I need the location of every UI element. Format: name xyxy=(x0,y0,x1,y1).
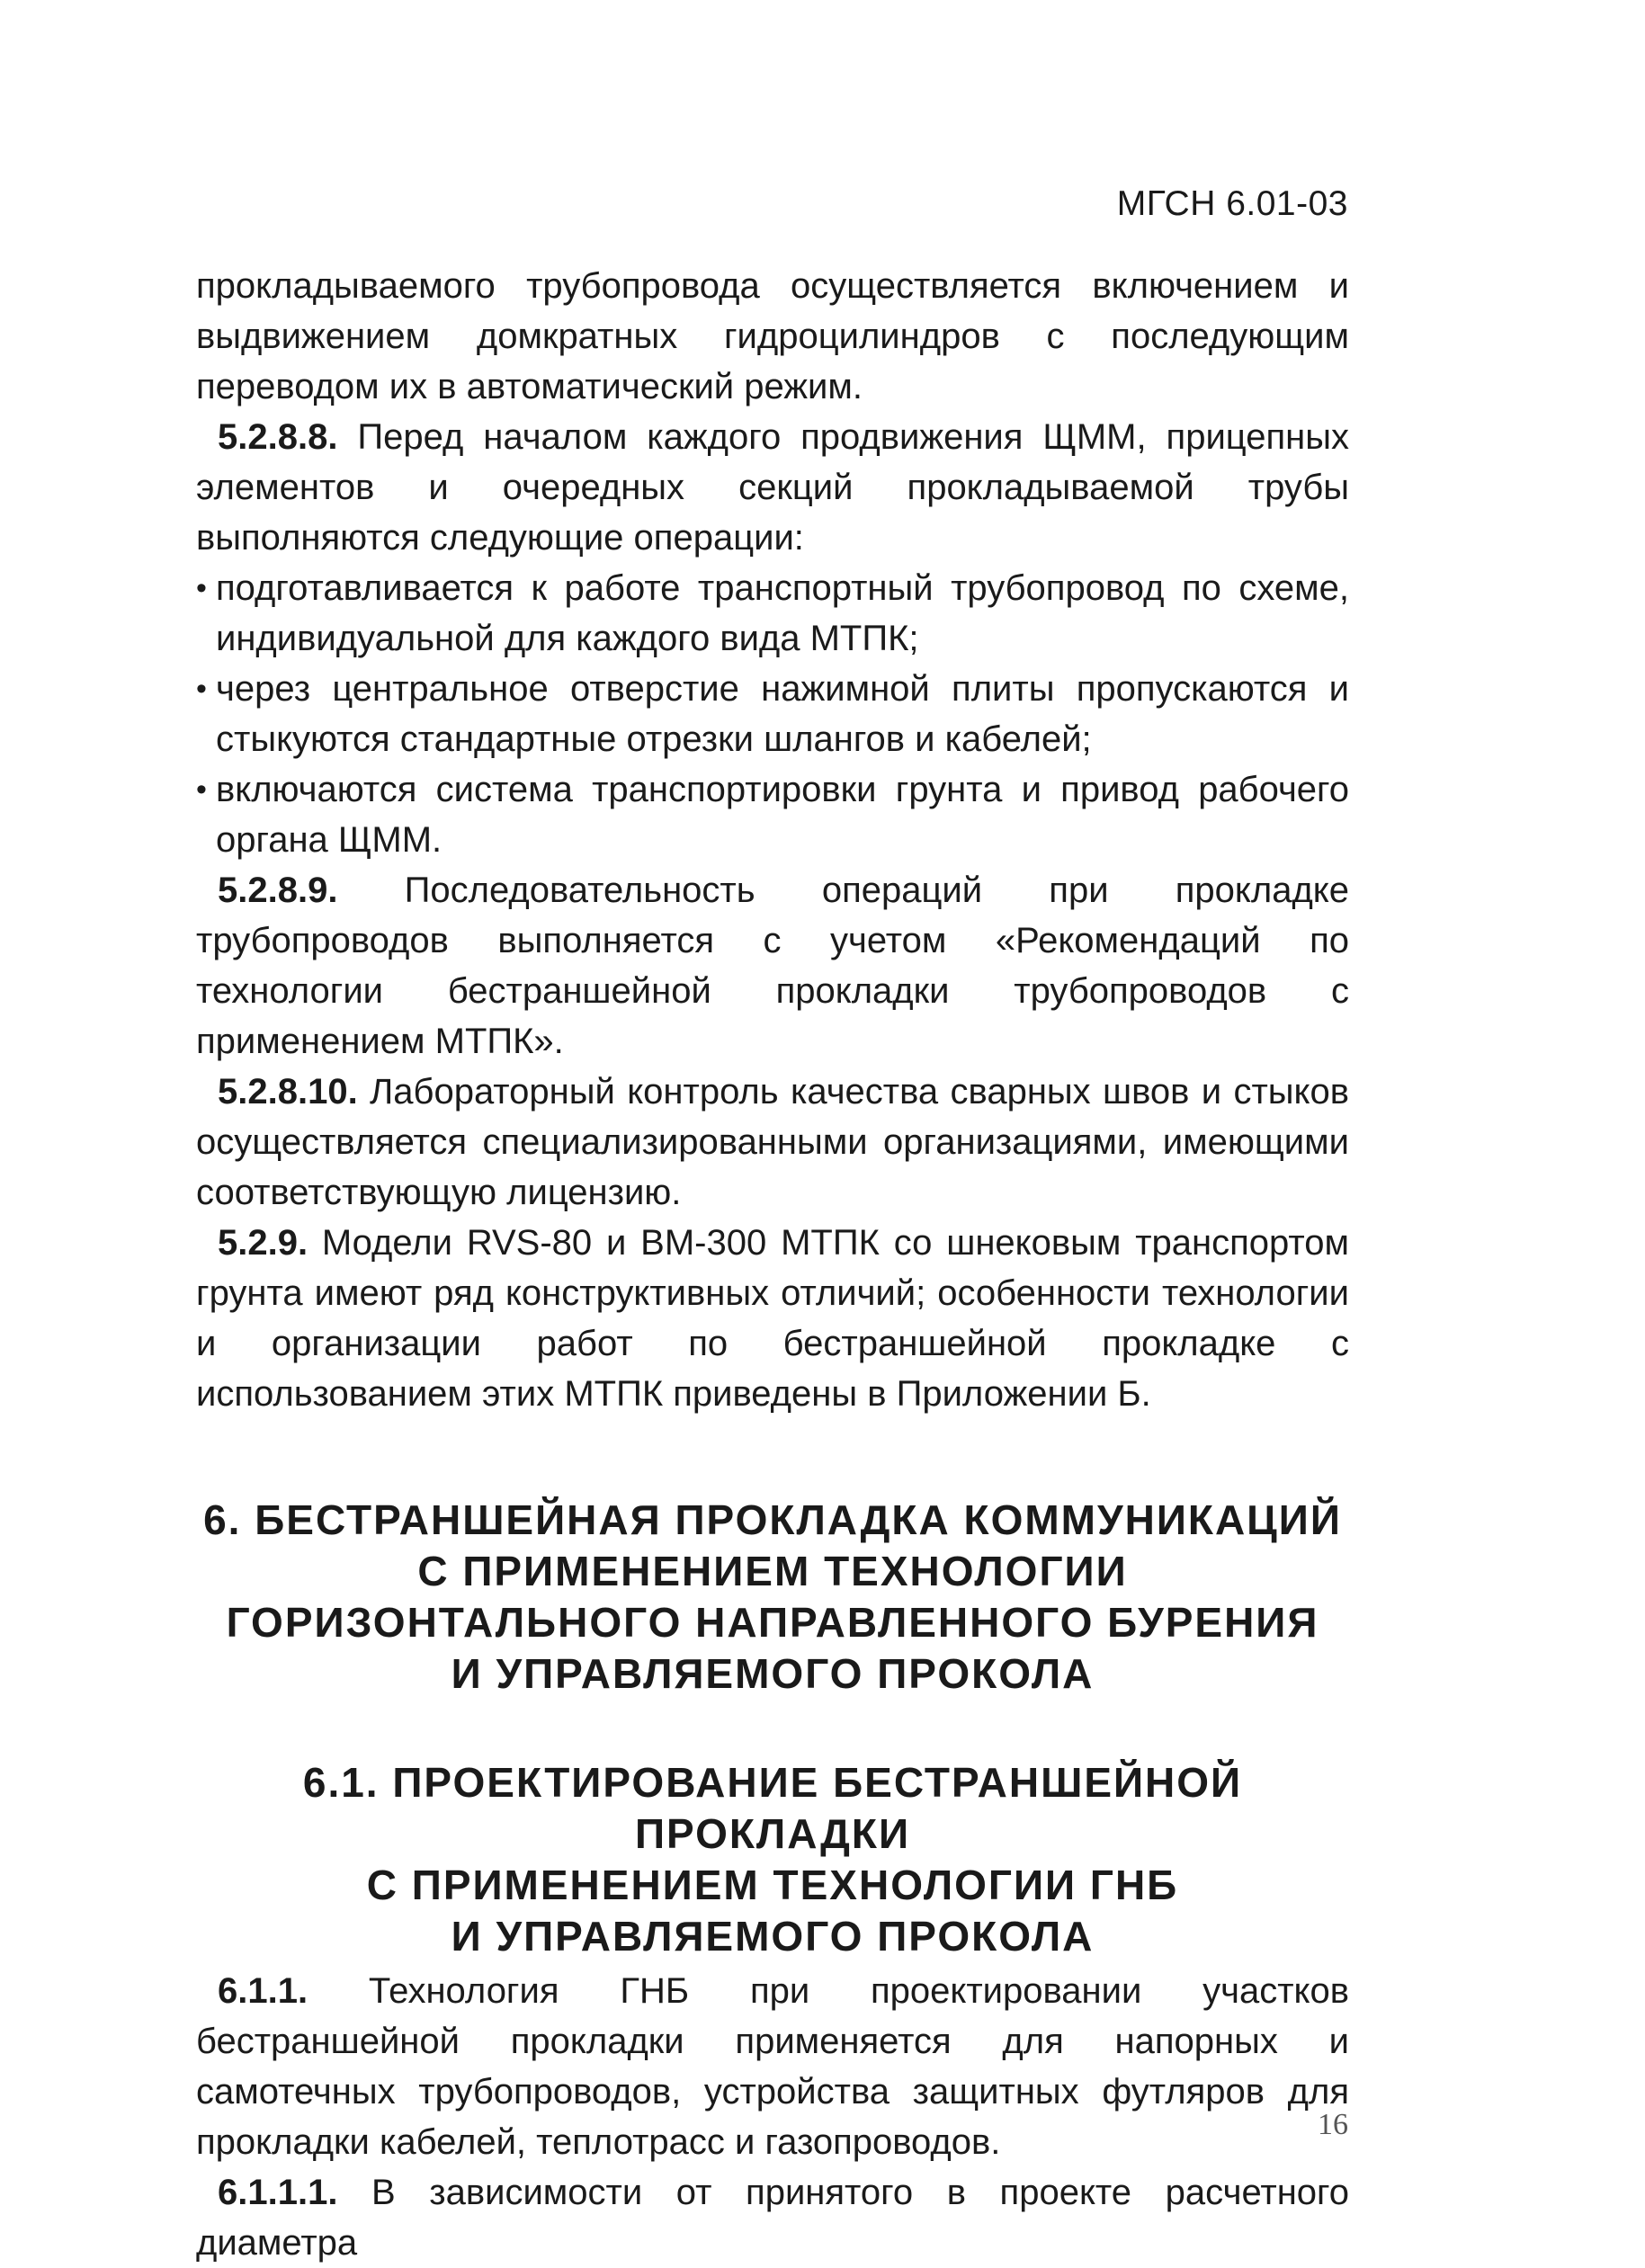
list-item xyxy=(196,664,1349,764)
clause-text: Модели RVS-80 и ВМ-300 МТПК со шнековым транспортом грунта имеют ряд конструктивных отличий; особенности технологии и организации работ по бестраншейной прокладке с использованием этих МТПК приведены в Приложении Б. xyxy=(196,1223,1349,1414)
clause-number: 6.1.1. xyxy=(218,1971,308,2011)
page-content xyxy=(196,261,1349,2268)
subsection-heading-line: И УПРАВЛЯЕМОГО ПРОКОЛА xyxy=(451,1913,1095,1960)
clause-number: 6.1.1.1. xyxy=(218,2173,338,2212)
list-item-text: через центральное отверстие нажимной плиты пропускаются и стыкуются стандартные отрезки шлангов и кабелей; xyxy=(216,669,1349,759)
clause-number: 5.2.8.9. xyxy=(218,871,338,910)
paragraph: прокладываемого трубопровода осуществляется включением и выдвижением домкратных гидроцилиндров с последующим переводом их в автоматический режим. xyxy=(196,266,1349,406)
running-header: МГСН 6.01-03 xyxy=(1116,184,1348,223)
page-number: 16 xyxy=(1318,2108,1348,2141)
list-item xyxy=(196,563,1349,664)
clause-number: 5.2.9. xyxy=(218,1223,308,1263)
clause-text: В зависимости от принятого в проекте расчетного диаметра xyxy=(196,2173,1349,2263)
section-heading xyxy=(196,1495,1349,1700)
section-heading-line: 6. БЕСТРАНШЕЙНАЯ ПРОКЛАДКА КОММУНИКАЦИЙ xyxy=(203,1496,1342,1543)
clause-text: Последовательность операций при прокладке трубопроводов выполняется с учетом «Рекомендаций по технологии бестраншейной прокладки трубопроводов с применением МТПК». xyxy=(196,871,1349,1061)
subsection-heading-line: С ПРИМЕНЕНИЕМ ТЕХНОЛОГИИ ГНБ xyxy=(366,1862,1179,1908)
paragraph-5-2-9 xyxy=(196,1218,1349,1419)
paragraph-5-2-8-9 xyxy=(196,865,1349,1067)
list-item-text: включаются система транспортировки грунта и привод рабочего органа ЩММ. xyxy=(216,770,1349,860)
list-item xyxy=(196,764,1349,865)
paragraph-6-1-1-1 xyxy=(196,2167,1349,2268)
list-item-text: подготавливается к работе транспортный трубопровод по схеме, индивидуальной для каждого вида МТПК; xyxy=(216,568,1349,658)
clause-text: Перед началом каждого продвижения ЩММ, прицепных элементов и очередных секций прокладываемой трубы выполняются следующие операции: xyxy=(196,417,1349,558)
bullet-icon: • xyxy=(196,571,207,605)
subsection-heading xyxy=(196,1757,1349,1962)
clause-number: 5.2.8.8. xyxy=(218,417,338,457)
bullet-icon: • xyxy=(196,772,207,807)
clause-number: 5.2.8.10. xyxy=(218,1072,358,1112)
paragraph-5-2-8-10 xyxy=(196,1067,1349,1218)
paragraph-5-2-8-8 xyxy=(196,412,1349,563)
section-heading-line: И УПРАВЛЯЕМОГО ПРОКОЛА xyxy=(451,1650,1095,1697)
clause-text: Технология ГНБ при проектировании участков бестраншейной прокладки применяется для напорных и самотечных трубопроводов, устройства защитных футляров для прокладки кабелей, теплотрасс и газопроводов. xyxy=(196,1971,1349,2162)
subsection-heading-line: 6.1. ПРОЕКТИРОВАНИЕ БЕСТРАНШЕЙНОЙ ПРОКЛАДКИ xyxy=(302,1759,1243,1857)
clause-text: Лабораторный контроль качества сварных швов и стыков осуществляется специализированными организациями, имеющими соответствующую лицензию. xyxy=(196,1072,1349,1212)
section-heading-line: С ПРИМЕНЕНИЕМ ТЕХНОЛОГИИ xyxy=(417,1548,1128,1594)
section-heading-line: ГОРИЗОНТАЛЬНОГО НАПРАВЛЕННОГО БУРЕНИЯ xyxy=(226,1599,1319,1646)
operations-list xyxy=(196,563,1349,865)
paragraph-6-1-1 xyxy=(196,1966,1349,2167)
bullet-icon: • xyxy=(196,672,207,706)
